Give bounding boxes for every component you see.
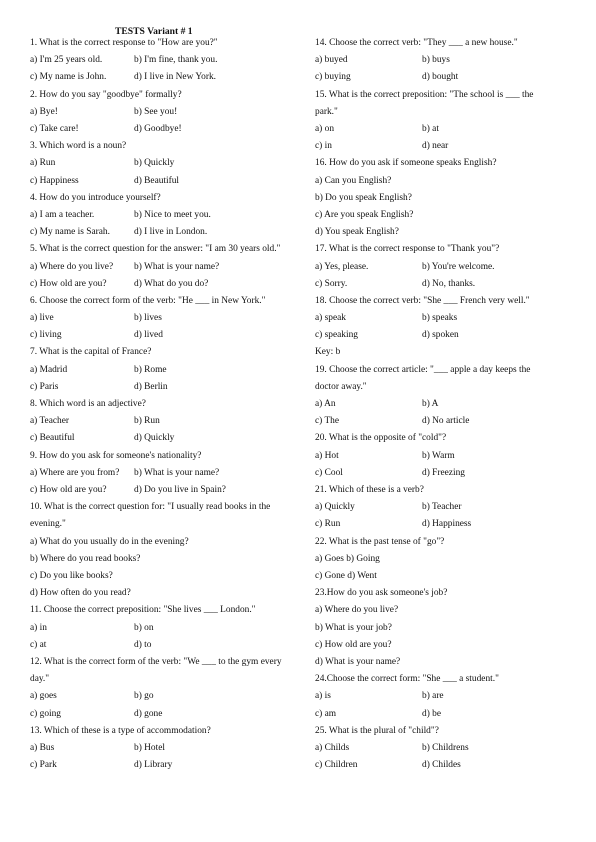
option-row [315,706,550,723]
question-block [30,448,285,500]
answer-option: a) Goes b) Going [315,553,380,564]
question-text: 3. Which word is a noun? [30,141,127,152]
answer-option: d) Freezing [422,467,465,478]
option-row [315,688,550,705]
option-row [315,757,550,774]
answer-option: d) Do you live in Spain? [134,485,226,496]
answer-option: c) How old are you? [315,639,392,650]
answer-option: d) No, thanks. [422,278,476,289]
option-row [315,740,550,757]
answer-option: a) Hot [315,450,339,461]
left-column [30,35,285,774]
option-row [30,482,285,499]
answer-option: c) in [315,141,332,152]
answer-option: d) Beautiful [134,175,180,186]
option-row [315,190,550,207]
answer-option: b) Quickly [134,158,175,169]
answer-option: a) Where do you live? [315,605,399,616]
answer-option: d) No article [422,416,470,427]
question-block [30,241,285,293]
answer-option: d) How often do you read? [30,588,131,599]
option-row [315,173,550,190]
answer-option: c) Paris [30,381,59,392]
answer-option: c) How old are you? [30,485,107,496]
question-text: 8. Which word is an adjective? [30,399,146,410]
answer-option: c) Do you like books? [30,570,113,581]
answer-option: c) am [315,708,337,719]
answer-option: a) Where are you from? [30,467,120,478]
answer-option: d) gone [134,708,163,719]
right-column [315,35,550,774]
option-row [315,413,550,430]
answer-option: d) You speak English? [315,227,399,238]
option-row [30,430,285,447]
question-block [315,482,550,534]
option-row [30,327,285,344]
question-block [30,654,285,723]
answer-option: c) The [315,416,340,427]
question-text: 11. Choose the correct preposition: "She lives ___ London." [30,605,256,616]
answer-option: d) bought [422,72,459,83]
answer-option: c) Beautiful [30,433,75,444]
answer-option: b) See you! [134,106,178,117]
answer-option: b) Childrens [422,742,469,753]
answer-option: c) My name is John. [30,72,107,83]
question-block [315,362,550,431]
option-row [315,499,550,516]
answer-option: b) Rome [134,364,167,375]
option-row [315,637,550,654]
question-text: 10. What is the correct question for: "I usually read books in the evening." [30,502,271,530]
question-text: 13. Which of these is a type of accommodation? [30,725,211,736]
option-row [30,310,285,327]
option-row [30,379,285,396]
answer-option: d) spoken [422,330,459,341]
question-block [315,671,550,723]
answer-option: b) Where do you read books? [30,553,141,564]
option-row [315,551,550,568]
answer-option: a) I'm 25 years old. [30,55,103,66]
question-block [315,87,550,156]
option-row [30,534,285,551]
option-row [30,173,285,190]
question-block [30,190,285,242]
option-row [315,602,550,619]
answer-option: c) speaking [315,330,358,341]
question-text: 1. What is the correct response to "How are you?" [30,38,218,48]
option-row [315,396,550,413]
question-text: 9. How do you ask for someone's nationality? [30,450,202,461]
page-title: TESTS Variant # 1 [115,26,193,37]
answer-option: d) Happiness [422,519,472,530]
answer-option: d) Childes [422,760,461,771]
question-block [30,293,285,345]
question-text: 12. What is the correct form of the verb: "We ___ to the gym every day." [30,656,282,685]
answer-option: c) Park [30,760,57,771]
option-row [30,688,285,705]
option-row [315,276,550,293]
question-text: 7. What is the capital of France? [30,347,152,358]
option-row [30,620,285,637]
answer-option: a) live [30,313,54,324]
answer-option: a) Where do you live? [30,261,114,272]
answer-option: c) Run [315,519,341,530]
answer-option: c) How old are you? [30,278,107,289]
answer-option: a) speak [315,313,346,324]
answer-option: c) Sorry. [315,278,348,289]
question-text: 25. What is the plural of "child"? [315,725,439,736]
answer-option: b) You're welcome. [422,261,495,272]
answer-option: a) Run [30,158,56,169]
answer-option: c) My name is Sarah. [30,227,110,238]
question-block [30,344,285,396]
answer-option: d) Quickly [134,433,175,444]
option-row [315,568,550,585]
option-row [30,362,285,379]
option-row [30,637,285,654]
question-block [30,396,285,448]
answer-option: a) An [315,399,336,410]
answer-option: a) is [315,691,331,702]
option-row [30,551,285,568]
option-row [30,224,285,241]
answer-option: b) Run [134,416,160,427]
answer-option: c) living [30,330,62,341]
answer-option: d) to [134,639,152,650]
question-text: 18. Choose the correct verb: "She ___ French very well." [315,295,530,306]
answer-option: c) Take care! [30,123,79,134]
answer-option: c) Cool [315,467,343,478]
answer-option: d) What is your name? [315,656,401,667]
option-row [315,448,550,465]
option-row [30,207,285,224]
answer-option: b) go [134,691,154,702]
answer-option: a) Quickly [315,502,355,513]
question-text: 14. Choose the correct verb: "They ___ a new house." [315,38,518,48]
option-row [30,568,285,585]
answer-option: c) Gone d) Went [315,570,377,581]
answer-option: b) Warm [422,450,455,461]
option-row [315,654,550,671]
question-text: 6. Choose the correct form of the verb: "He ___ in New York." [30,295,266,306]
answer-option: b) on [134,622,154,633]
question-text: 2. How do you say "goodbye" formally? [30,89,182,100]
option-row [30,740,285,757]
question-text: 22. What is the past tense of "go"? [315,536,445,547]
question-text: 15. What is the correct preposition: "The school is ___ the park." [315,89,534,117]
answer-option: c) Are you speak English? [315,209,414,220]
option-row [315,516,550,533]
answer-option: d) I live in New York. [134,72,217,83]
answer-option: a) Yes, please. [315,261,369,272]
question-block [30,35,285,87]
answer-option: b) lives [134,313,162,324]
question-text: 4. How do you introduce yourself? [30,192,161,203]
question-text: 24.Choose the correct form: "She ___ a student." [315,674,499,685]
question-text: 19. Choose the correct article: "___ apple a day keeps the doctor away." [315,364,531,392]
question-block [315,430,550,482]
question-block [30,499,285,602]
answer-option: a) Madrid [30,364,68,375]
question-text: 23.How do you ask someone's job? [315,588,448,599]
answer-option: b) What is your name? [134,467,220,478]
answer-option: b) Hotel [134,742,165,753]
question-block [315,723,550,775]
answer-option: a) Can you English? [315,175,392,186]
question-block [30,723,285,775]
answer-option: d) Goodbye! [134,123,182,134]
option-row [315,138,550,155]
option-row [30,757,285,774]
option-row [30,259,285,276]
answer-option: b) Nice to meet you. [134,209,211,220]
answer-option: b) are [422,691,444,702]
question-text: 20. What is the opposite of "cold"? [315,433,447,444]
question-block [315,534,550,586]
option-row [30,706,285,723]
question-text: 16. How do you ask if someone speaks English? [315,158,497,169]
option-row [30,104,285,121]
question-block [315,35,550,87]
option-row [315,310,550,327]
answer-option: d) I live in London. [134,227,208,238]
answer-option: a) Bye! [30,106,58,117]
option-row [30,52,285,69]
answer-option: d) lived [134,330,163,341]
answer-option: b) Do you speak English? [315,192,412,203]
option-row [30,276,285,293]
answer-option: a) in [30,622,47,633]
answer-option: c) buying [315,72,351,83]
option-row [30,155,285,172]
answer-option: b) What is your name? [134,261,220,272]
option-row [315,69,550,86]
question-block [315,241,550,293]
option-row [30,121,285,138]
answer-option: b) at [422,123,439,134]
option-row [315,327,550,344]
option-row [315,224,550,241]
answer-option: d) be [422,708,442,719]
answer-option: b) buys [422,55,450,66]
answer-option: b) Teacher [422,502,462,513]
question-block [315,293,550,362]
answer-option: a) Bus [30,742,55,753]
answer-option: b) What is your job? [315,622,392,633]
answer-option: d) Library [134,760,173,771]
option-row [30,69,285,86]
answer-option: c) Children [315,760,358,771]
answer-option: a) I am a teacher. [30,209,95,220]
question-block [315,155,550,241]
option-row [30,465,285,482]
option-row [315,465,550,482]
answer-option: a) What do you usually do in the evening? [30,536,189,547]
answer-option: a) buyed [315,55,348,66]
answer-option: b) A [422,399,439,410]
question-block [30,138,285,190]
question-text: 21. Which of these is a verb? [315,485,424,496]
answer-option: d) near [422,141,449,152]
option-row [30,585,285,602]
question-text: 17. What is the correct response to "Thank you"? [315,244,500,255]
answer-option: d) What do you do? [134,278,209,289]
option-row [315,620,550,637]
answer-option: c) going [30,708,61,719]
option-row [315,52,550,69]
option-row [315,259,550,276]
question-block [315,585,550,671]
option-row [315,344,550,361]
answer-option: b) speaks [422,313,458,324]
answer-option: c) at [30,639,47,650]
answer-option: d) Berlin [134,381,168,392]
answer-option: a) on [315,123,335,134]
option-row [315,121,550,138]
answer-option: a) Teacher [30,416,69,427]
answer-option: c) Happiness [30,175,79,186]
question-block [30,602,285,654]
answer-option: a) goes [30,691,57,702]
question-block [30,87,285,139]
question-text: 5. What is the correct question for the answer: "I am 30 years old." [30,244,281,255]
answer-option: Key: b [315,347,341,358]
answer-option: b) I'm fine, thank you. [134,55,218,66]
answer-option: a) Childs [315,742,350,753]
option-row [315,207,550,224]
option-row [30,413,285,430]
